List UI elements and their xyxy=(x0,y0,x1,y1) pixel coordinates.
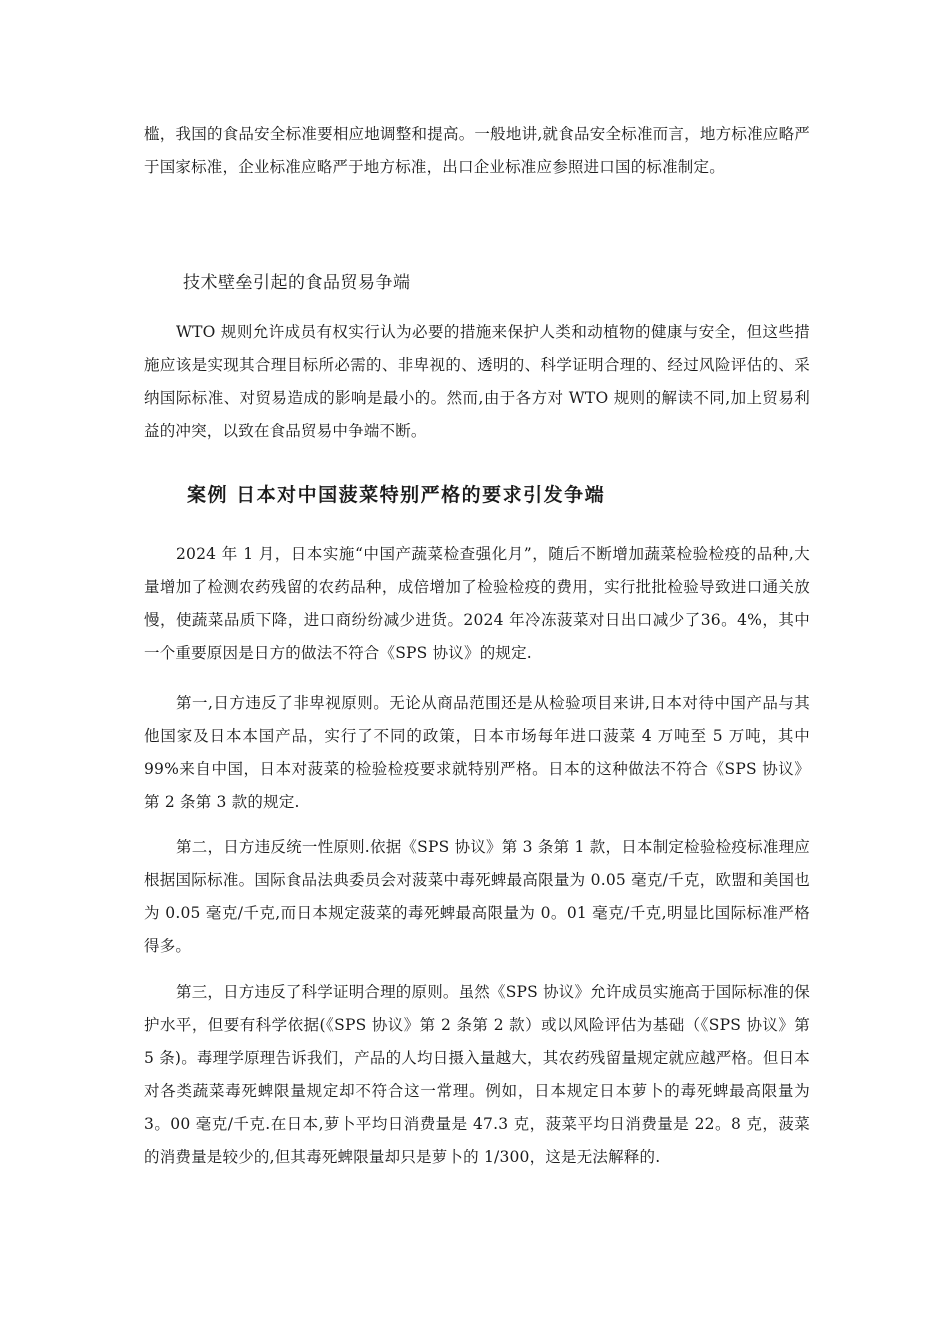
section-title: 技术壁垒引起的食品贸易争端 xyxy=(183,273,411,293)
case-paragraph-first-point: 第一,日方违反了非卑视原则。无论从商品范围还是从检验项目来讲,日本对待中国产品与其他国家及日本本国产品，实行了不同的政策，日本市场每年进口菠菜 4 万吨至 5 万吨，其中 99%来自中国，日本对菠菜的检验检疫要求就特别严格。日本的这种做法不符合《SPS 协议》第 2 条第 3 款的规定. xyxy=(144,694,810,811)
intro-paragraph: 槛，我国的食品安全标准要相应地调整和提高。一般地讲,就食品安全标准而言，地方标准应略严于国家标准，企业标准应略严于地方标准，出口企业标准应参照进口国的标准制定。 xyxy=(144,125,810,176)
case-paragraph-intro: 2024 年 1 月，日本实施“中国产蔬菜检查强化月”，随后不断增加蔬菜检验检疫的品种,大量增加了检测农药残留的农药品种，成倍增加了检验检疫的费用，实行批批检验导致进口通关放慢，使蔬菜品质下降，进口商纷纷减少进货。2024 年冷冻菠菜对日出口减少了36。4%，其中一个重要原因是日方的做法不符合《SPS 协议》的规定. xyxy=(144,545,810,662)
case-paragraph-third-point: 第三，日方违反了科学证明合理的原则。虽然《SPS 协议》允许成员实施高于国际标准的保护水平，但要有科学依据(《SPS 协议》第 2 条第 2 款）或以风险评估为基础（《SPS 协议》第 5 条)。毒理学原理告诉我们，产品的人均日摄入量越大，其农药残留量规定就应越严格。但日本对各类蔬菜毒死蜱限量规定却不符合这一常理。例如，日本规定日本萝卜的毒死蜱最高限量为 3。00 毫克/千克.在日本,萝卜平均日消费量是 47.3 克，菠菜平均日消费量是 22。8 克，菠菜的消费量是较少的,但其毒死蜱限量却只是萝卜的 1/300，这是无法解释的. xyxy=(144,983,810,1166)
case-title: 案例 日本对中国菠菜特别严格的要求引发争端 xyxy=(187,484,606,506)
case-paragraph-second-point: 第二，日方违反统一性原则.依据《SPS 协议》第 3 条第 1 款，日本制定检验检疫标准理应根据国际标准。国际食品法典委员会对菠菜中毒死蜱最高限量为 0.05 毫克/千克，欧盟和美国也为 0.05 毫克/千克,而日本规定菠菜的毒死蜱最高限量为 0。01 毫克/千克,明显比国际标准严格得多。 xyxy=(144,838,810,955)
section-paragraph: WTO 规则允许成员有权实行认为必要的措施来保护人类和动植物的健康与安全，但这些措施应该是实现其合理目标所必需的、非卑视的、透明的、科学证明合理的、经过风险评估的、采纳国际标准、对贸易造成的影响是最小的。然而,由于各方对 WTO 规则的解读不同,加上贸易利益的冲突，以致在食品贸易中争端不断。 xyxy=(144,323,810,440)
